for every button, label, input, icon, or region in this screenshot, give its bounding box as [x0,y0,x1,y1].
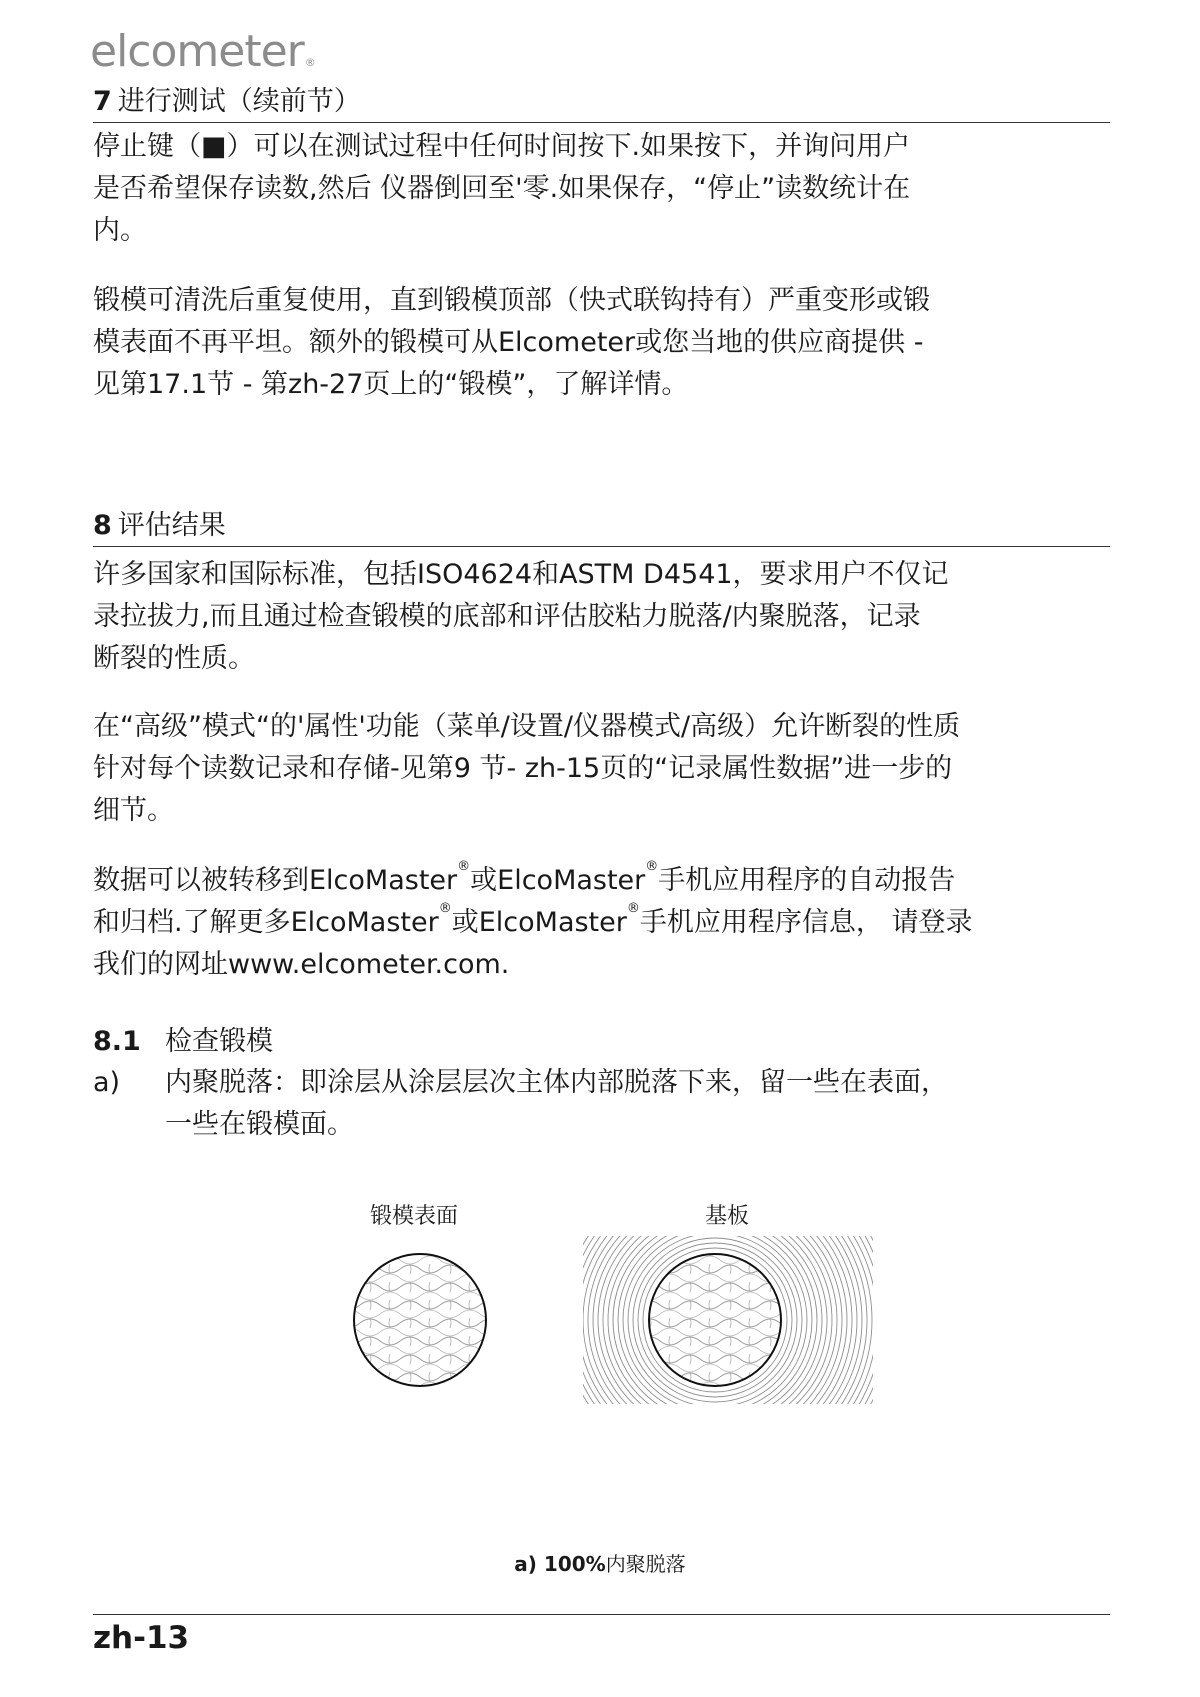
section-number: 7 [93,86,112,117]
section-title: 评估结果 [117,510,226,541]
section-number: 8 [93,510,112,541]
dolly-reuse-paragraph: 锻模可清洗后重复使用，直到锻模顶部（快式联钩持有）严重变形或锻 模表面不再平坦。额外的锻模可从Elcometer或您当地的供应商提供 - 见第17.1节 - 第zh-27页上的“锻模”，了解详情。 [93,285,930,400]
item-label: a) [93,1067,121,1098]
subsection-title: 检查锻模 [165,1026,273,1057]
substrate-circle [649,1254,781,1386]
standards-paragraph: 许多国家和国际标准，包括ISO4624和ASTM D4541，要求用户不仅记 录拉拔力,而且通过检查锻模的底部和评估胶粘力脱落/内聚脱落，记录 断裂的性质。 [93,559,949,674]
stop-key-paragraph: 停止键（■）可以在测试过程中任何时间按下.如果按下，并询问用户 是否希望保存读数,然后 仪器倒回至'零.如果保存，“停止”读数统计在 内。 [93,131,911,246]
substrate-label: 基板 [705,1204,750,1229]
elcometer-logo: elcometer® [90,26,315,77]
elcomaster-paragraph: 数据可以被转移到ElcoMaster®或ElcoMaster®手机应用程序的自动报告 和归档.了解更多ElcoMaster®或ElcoMaster®手机应用程序信息， 请登录 我们的网址www.elcometer.com. [93,859,973,980]
dolly-face-circle [354,1254,486,1386]
figure-caption: a) 100%内聚脱落 [514,1552,686,1576]
dolly-face-label: 锻模表面 [370,1204,459,1229]
footer-rule [93,1614,1110,1615]
page-number: zh-13 [93,1620,190,1656]
advanced-mode-paragraph: 在“高级”模式“的'属性'功能（菜单/设置/仪器模式/高级）允许断裂的性质 针对每个读数记录和存储-见第9 节- zh-15页的“记录属性数据”进一步的 细节。 [93,711,961,826]
subsection-number: 8.1 [93,1026,141,1057]
section-title: 进行测试（续前节） [117,86,361,117]
item-text: 内聚脱落：即涂层从涂层层次主体内部脱落下来，留一些在表面， 一些在锻模面。 [165,1067,948,1140]
